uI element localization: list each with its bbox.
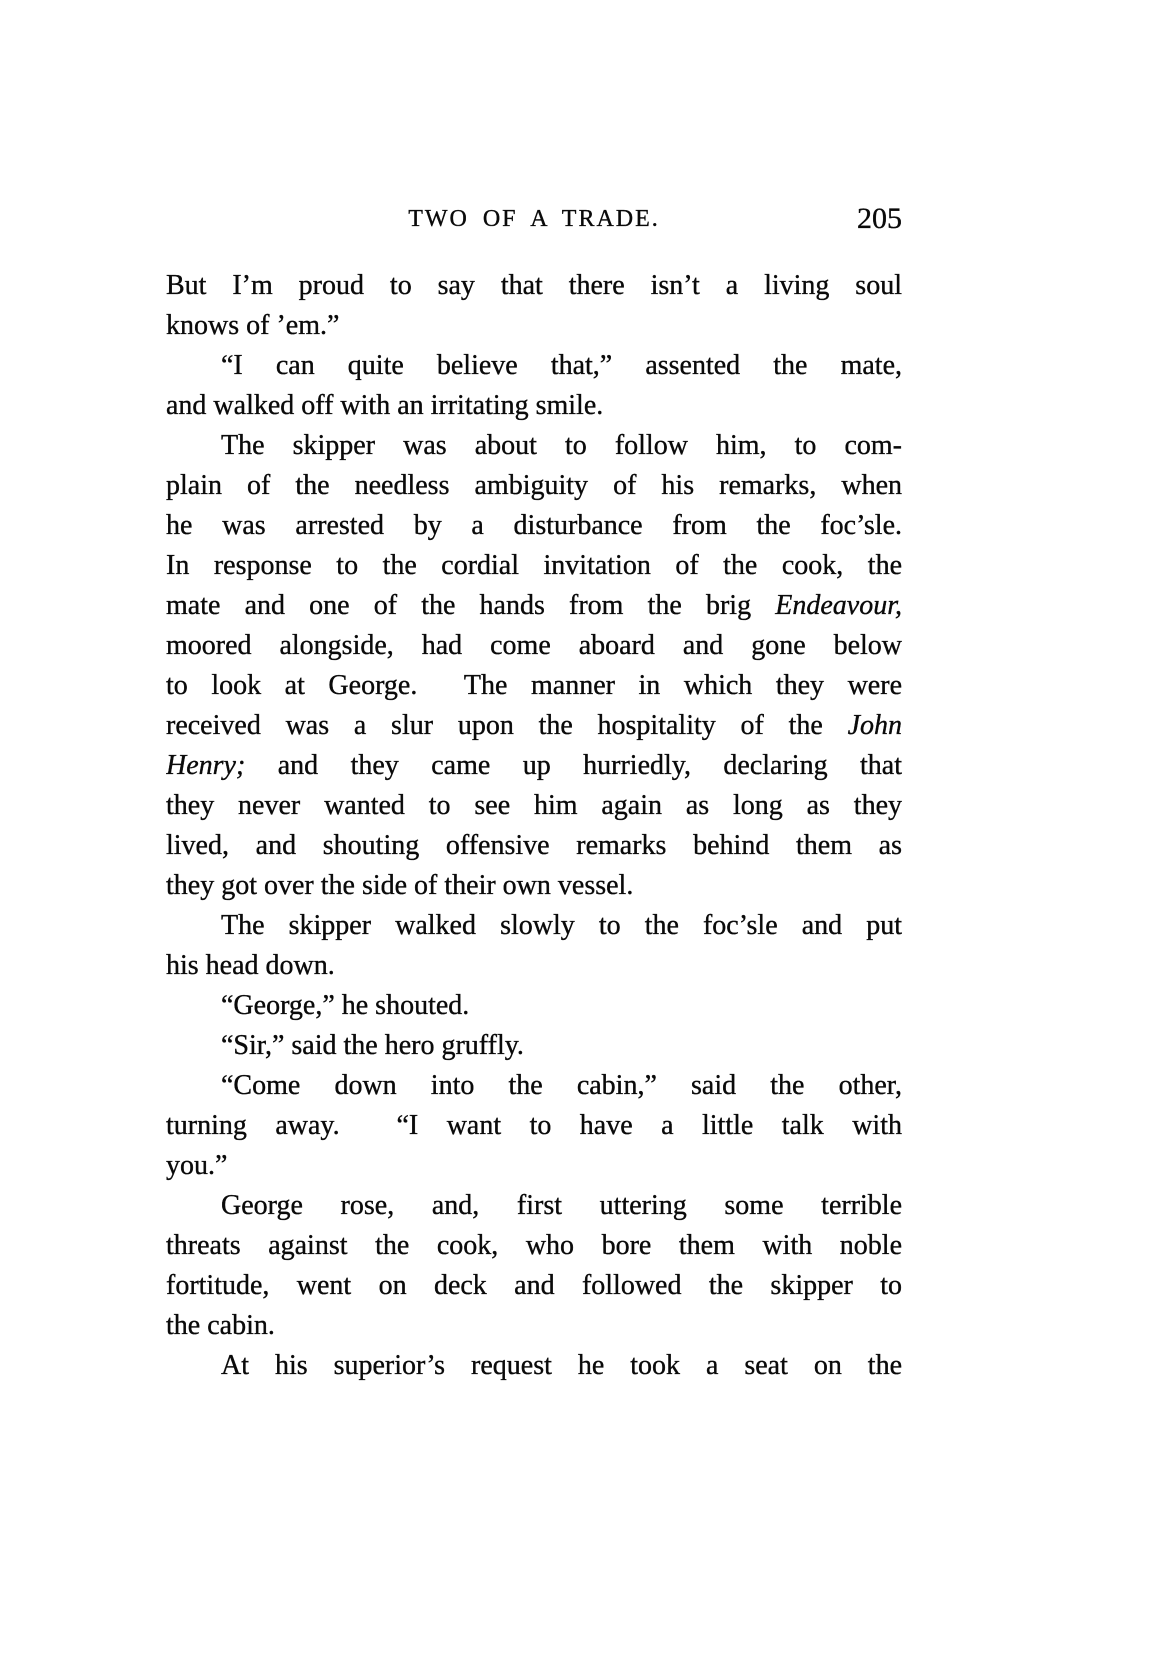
text-segment: the cabin. bbox=[166, 1310, 275, 1341]
text-line bbox=[166, 746, 902, 786]
text-segment: plain of the needless ambiguity of his remarks, when bbox=[166, 470, 902, 501]
text-line bbox=[166, 666, 902, 706]
text-segment: and walked off with an irritating smile. bbox=[166, 390, 604, 421]
text-segment: they got over the side of their own vessel. bbox=[166, 870, 634, 901]
text-line bbox=[166, 826, 902, 866]
text-line bbox=[166, 1306, 902, 1346]
text-segment: At his superior’s request he took a seat on the bbox=[221, 1350, 902, 1381]
text-line bbox=[166, 906, 902, 946]
text-line bbox=[166, 1026, 902, 1066]
text-line bbox=[166, 1066, 902, 1106]
italic-text-segment: Endeavour, bbox=[775, 590, 902, 621]
text-line bbox=[166, 1146, 902, 1186]
text-segment: “Come down into the cabin,” said the other, bbox=[221, 1070, 902, 1101]
text-line bbox=[166, 626, 902, 666]
text-line bbox=[166, 706, 902, 746]
text-segment: received was a slur upon the hospitality of the bbox=[166, 710, 848, 741]
text-line bbox=[166, 986, 902, 1026]
text-line bbox=[166, 546, 902, 586]
text-segment: he was arrested by a disturbance from the foc’sle. bbox=[166, 510, 902, 541]
text-segment: But I’m proud to say that there isn’t a living soul bbox=[166, 270, 902, 301]
running-title: TWO OF A TRADE. bbox=[408, 206, 660, 232]
text-line bbox=[166, 1226, 902, 1266]
text-line bbox=[166, 866, 902, 906]
page-header bbox=[166, 202, 902, 236]
text-segment: In response to the cordial invitation of the cook, the bbox=[166, 550, 902, 581]
text-segment: “George,” he shouted. bbox=[221, 990, 470, 1021]
text-segment: lived, and shouting offensive remarks behind them as bbox=[166, 830, 902, 861]
text-segment: you.” bbox=[166, 1150, 228, 1181]
text-line bbox=[166, 386, 902, 426]
text-line bbox=[166, 946, 902, 986]
text-segment: to look at George. The manner in which they were bbox=[166, 670, 902, 701]
text-segment: they never wanted to see him again as long as they bbox=[166, 790, 902, 821]
text-segment: knows of ’em.” bbox=[166, 310, 340, 341]
text-segment: threats against the cook, who bore them with noble bbox=[166, 1230, 902, 1261]
text-line bbox=[166, 306, 902, 346]
text-segment: The skipper walked slowly to the foc’sle and put bbox=[221, 910, 902, 941]
text-line bbox=[166, 786, 902, 826]
page-body bbox=[166, 266, 902, 1386]
text-segment: turning away. “I want to have a little talk with bbox=[166, 1110, 902, 1141]
text-segment: The skipper was about to follow him, to com- bbox=[221, 430, 902, 461]
text-segment: “I can quite believe that,” assented the mate, bbox=[221, 350, 902, 381]
text-line bbox=[166, 1266, 902, 1306]
text-line bbox=[166, 506, 902, 546]
italic-text-segment: Henry; bbox=[166, 750, 246, 781]
page-number: 205 bbox=[857, 202, 902, 235]
text-line bbox=[166, 426, 902, 466]
text-line bbox=[166, 266, 902, 306]
text-line bbox=[166, 466, 902, 506]
text-segment: his head down. bbox=[166, 950, 335, 981]
text-line bbox=[166, 1186, 902, 1226]
text-segment: George rose, and, first uttering some terrible bbox=[221, 1190, 902, 1221]
text-segment: “Sir,” said the hero gruffly. bbox=[221, 1030, 524, 1061]
text-line bbox=[166, 1106, 902, 1146]
text-line bbox=[166, 346, 902, 386]
text-segment: moored alongside, had come aboard and gone below bbox=[166, 630, 902, 661]
text-line bbox=[166, 1346, 902, 1386]
text-segment: and they came up hurriedly, declaring that bbox=[245, 750, 902, 781]
text-segment: fortitude, went on deck and followed the skipper to bbox=[166, 1270, 902, 1301]
text-segment: mate and one of the hands from the brig bbox=[166, 590, 776, 621]
text-line bbox=[166, 586, 902, 626]
italic-text-segment: John bbox=[847, 710, 902, 741]
